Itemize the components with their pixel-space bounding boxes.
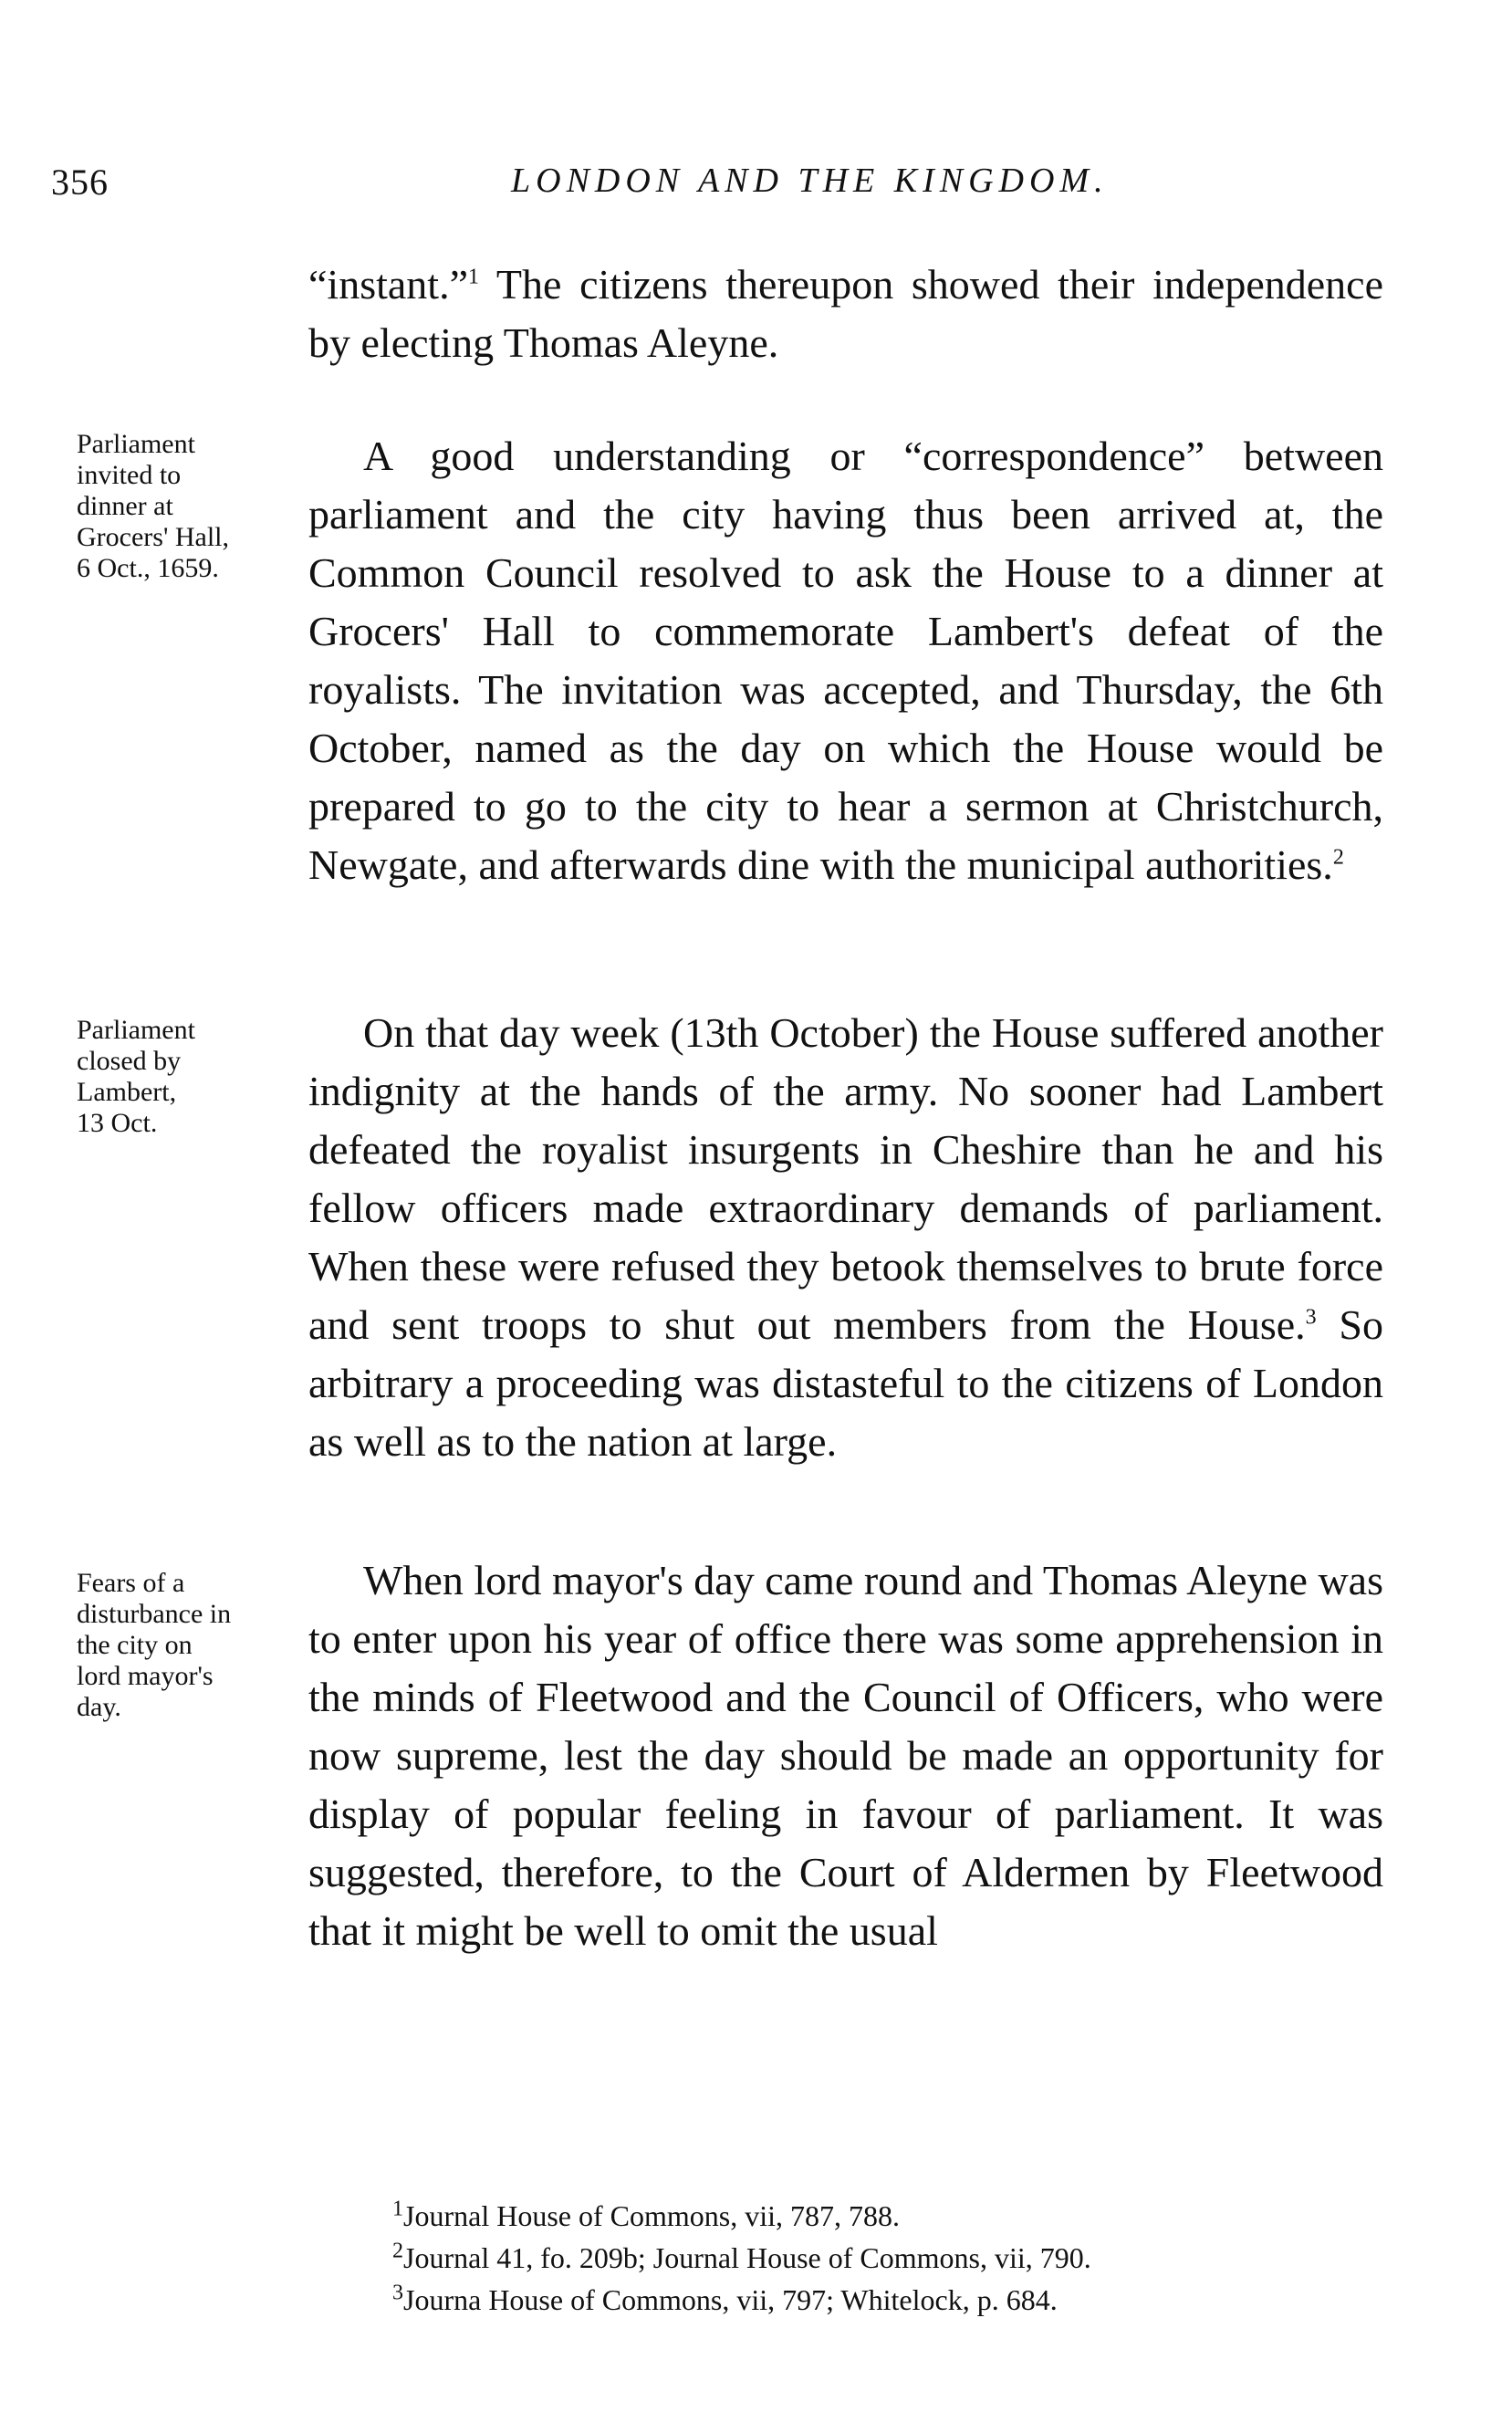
paragraph-1 [308, 256, 1383, 372]
footnote-text: Journal 41, fo. 209b; Journal House of Commons, vii, 790. [403, 2241, 1091, 2274]
sidenote-parliament-invited [77, 429, 305, 584]
paragraph-2 [308, 427, 1383, 894]
text-run: “instant.” [308, 261, 468, 308]
sidenote-line: disturbance in [77, 1599, 232, 1629]
sidenote-line: Parliament [77, 1015, 195, 1045]
sidenote-fears-of-disturbance [77, 1568, 305, 1723]
footnote-3 [392, 2279, 1350, 2321]
sidenote-line: invited to [77, 460, 182, 490]
sidenote-line: Lambert, [77, 1077, 177, 1107]
sidenote-line: 6 Oct., 1659. [77, 553, 219, 583]
footnotes [392, 2195, 1350, 2321]
sidenote-line: closed by [77, 1046, 182, 1076]
sidenote-line: dinner at [77, 491, 173, 521]
sidenote-line: day. [77, 1692, 121, 1722]
text-run: A good understanding or “correspondence” between parliament and the city having thus been arrived at, the Common Council resolved to ask the House to a dinner at Grocers' Hall to commemorate Lambert's defeat of the royalists. The invitation was accepted, and Thursday, the 6th October, named as the day on which the House would be prepared to go to the city to hear a sermon at Christchurch, Newgate, and afterwards dine with the municipal authorities. [308, 433, 1383, 888]
paragraph-4 [308, 1551, 1383, 1960]
footnote-text: Journa House of Commons, vii, 797; Whitelock, p. 684. [403, 2283, 1058, 2316]
sidenote-line: the city on [77, 1630, 193, 1660]
footnote-ref: 2 [1332, 845, 1344, 870]
text-run: When lord mayor's day came round and Thomas Aleyne was to enter upon his year of office there was some apprehension in the minds of Fleetwood and the Council of Officers, who were now supreme, lest the day should be made an opportunity for display of popular feeling in favour of parliament. It was suggested, therefore, to the Court of Aldermen by Fleetwood that it might be well to omit the usual [308, 1557, 1383, 1954]
footnote-2 [392, 2237, 1350, 2279]
sidenote-parliament-closed [77, 1015, 305, 1139]
sidenote-line: Fears of a [77, 1568, 185, 1598]
sidenote-line: 13 Oct. [77, 1108, 158, 1138]
text-run: So arbitrary a proceeding was distasteful to the citizens of London as well as to the nation at large. [308, 1301, 1383, 1465]
footnote-mark: 2 [392, 2239, 403, 2263]
running-title: LONDON AND THE KINGDOM. [511, 162, 1109, 200]
paragraph-3 [308, 1004, 1383, 1471]
footnote-mark: 1 [392, 2197, 403, 2221]
footnote-ref: 1 [468, 265, 479, 289]
footnote-ref: 3 [1305, 1305, 1317, 1330]
footnote-1 [392, 2195, 1350, 2237]
sidenote-line: lord mayor's [77, 1661, 214, 1691]
footnote-text: Journal House of Commons, vii, 787, 788. [403, 2199, 900, 2232]
sidenote-line: Parliament [77, 429, 195, 459]
footnote-mark: 3 [392, 2281, 403, 2305]
text-run: The citizens thereupon showed their independence by electing Thomas Aleyne. [308, 261, 1383, 366]
page-number: 356 [51, 162, 109, 203]
text-run: On that day week (13th October) the House suffered another indignity at the hands of the army. No sooner had Lambert defeated the royalist insurgents in Cheshire than he and his fellow officers made extraordinary demands of parliament. When these were refused they betook themselves to brute force and sent troops to shut out members from the House. [308, 1009, 1383, 1348]
sidenote-line: Grocers' Hall, [77, 522, 230, 552]
